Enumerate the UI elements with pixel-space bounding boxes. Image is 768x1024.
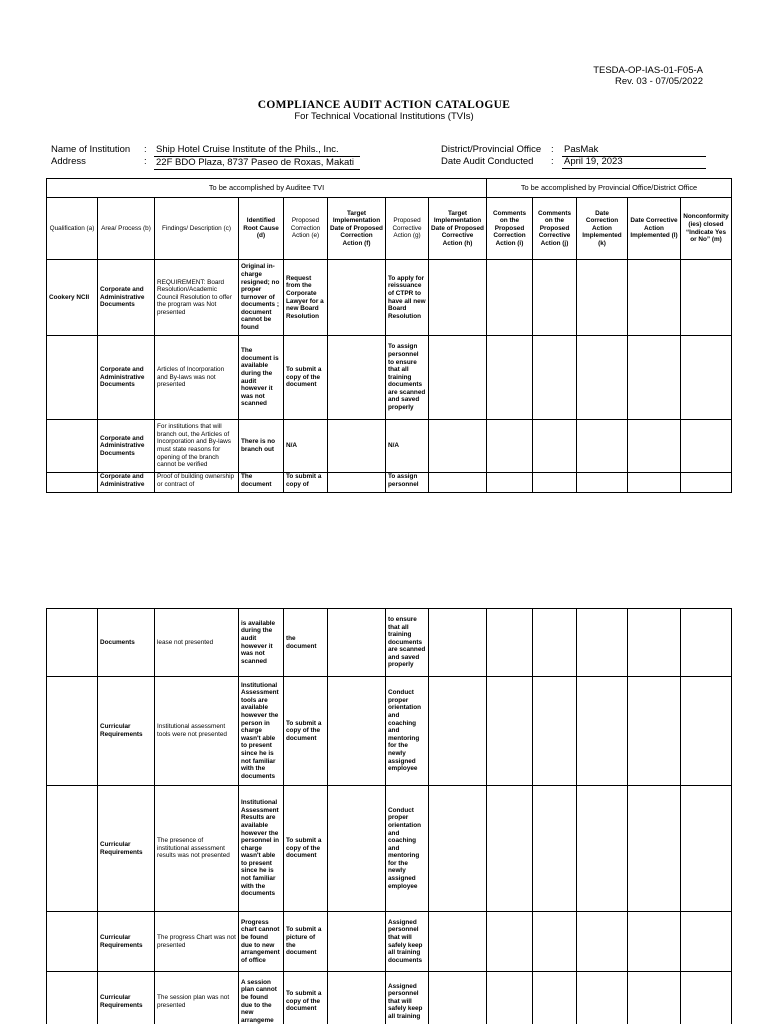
qualification-cell xyxy=(47,420,98,473)
address-label: Address xyxy=(51,156,86,167)
empty-cell xyxy=(328,786,386,912)
column-header: Identified Root Cause (d) xyxy=(239,198,284,260)
correction-cell: To submit a copy of xyxy=(284,473,328,493)
table-row xyxy=(47,473,732,493)
finding-cell: lease not presented xyxy=(155,609,239,677)
document-page-2 xyxy=(0,608,768,1024)
area-cell: Curricular Requirements xyxy=(98,912,155,972)
finding-cell: REQUIREMENT: Board Resolution/Academic Council Resolution to offer the program was Not presented xyxy=(155,260,239,336)
form-code: TESDA-OP-IAS-01-F05-A xyxy=(593,65,703,76)
empty-cell xyxy=(577,677,628,786)
empty-cell xyxy=(429,972,487,1024)
correction-cell: To submit a picture of the document xyxy=(284,912,328,972)
empty-cell xyxy=(681,473,732,493)
root-cause-cell: A session plan cannot be found due to the new arrangeme xyxy=(239,972,284,1024)
column-header: Date Corrective Action Implemented (l) xyxy=(628,198,681,260)
empty-cell xyxy=(533,677,577,786)
empty-cell xyxy=(628,609,681,677)
column-header: Proposed Corrective Action (g) xyxy=(386,198,429,260)
empty-cell xyxy=(533,336,577,420)
empty-cell xyxy=(628,336,681,420)
qualification-cell xyxy=(47,336,98,420)
column-header: Qualification (a) xyxy=(47,198,98,260)
empty-cell xyxy=(328,677,386,786)
empty-cell xyxy=(577,260,628,336)
column-header: Area/ Process (b) xyxy=(98,198,155,260)
empty-cell xyxy=(47,609,98,677)
date-value: April 19, 2023 xyxy=(562,156,706,169)
empty-cell xyxy=(429,473,487,493)
table-row xyxy=(47,972,732,1024)
empty-cell xyxy=(328,260,386,336)
finding-cell: The progress Chart was not presented xyxy=(155,912,239,972)
address-value: 22F BDO Plaza, 8737 Paseo de Roxas, Makati xyxy=(154,156,360,170)
empty-cell xyxy=(328,336,386,420)
empty-cell xyxy=(577,336,628,420)
empty-cell xyxy=(429,260,487,336)
empty-cell xyxy=(487,677,533,786)
empty-cell xyxy=(628,420,681,473)
empty-cell xyxy=(533,786,577,912)
corrective-cell: To apply for reissuance of CTPR to have all new Board Resolution xyxy=(386,260,429,336)
empty-cell xyxy=(681,677,732,786)
corrective-cell: Assigned personnel that will safely keep all training documents xyxy=(386,912,429,972)
action-catalogue-table-continued xyxy=(46,608,732,1024)
empty-cell xyxy=(681,336,732,420)
empty-cell xyxy=(681,912,732,972)
empty-cell xyxy=(628,260,681,336)
corrective-cell: N/A xyxy=(386,420,429,473)
empty-cell xyxy=(577,912,628,972)
empty-cell xyxy=(328,912,386,972)
empty-cell xyxy=(487,609,533,677)
area-cell: Curricular Requirements xyxy=(98,972,155,1024)
root-cause-cell: is available during the audit however it was not scanned xyxy=(239,609,284,677)
section-header-row xyxy=(47,179,732,198)
table-row xyxy=(47,336,732,420)
corrective-cell: to ensure that all training documents are scanned and saved properly xyxy=(386,609,429,677)
finding-cell: The presence of institutional assessment results was not presented xyxy=(155,786,239,912)
correction-cell: the document xyxy=(284,609,328,677)
empty-cell xyxy=(628,473,681,493)
colon: : xyxy=(551,156,554,167)
table-row xyxy=(47,260,732,336)
correction-cell: To submit a copy of the document xyxy=(284,677,328,786)
empty-cell xyxy=(577,609,628,677)
empty-cell xyxy=(47,972,98,1024)
empty-cell xyxy=(429,677,487,786)
empty-cell xyxy=(487,336,533,420)
column-header: Nonconformity (ies) closed “Indicate Yes or No” (m) xyxy=(681,198,732,260)
area-cell: Corporate and Administrative Documents xyxy=(98,336,155,420)
table-row xyxy=(47,609,732,677)
correction-cell: To submit a copy of the document xyxy=(284,972,328,1024)
empty-cell xyxy=(487,786,533,912)
empty-cell xyxy=(328,972,386,1024)
empty-cell xyxy=(577,420,628,473)
table-row xyxy=(47,677,732,786)
qualification-cell: Cookery NCII xyxy=(47,260,98,336)
empty-cell xyxy=(577,473,628,493)
area-cell: Curricular Requirements xyxy=(98,677,155,786)
finding-cell: Proof of building ownership or contract of xyxy=(155,473,239,493)
empty-cell xyxy=(628,912,681,972)
finding-cell: Articles of Incorporation and By-laws was not presented xyxy=(155,336,239,420)
colon: : xyxy=(144,144,147,155)
section-provincial: To be accomplished by Provincial Office/District Office xyxy=(487,179,732,198)
section-auditee: To be accomplished by Auditee TVI xyxy=(47,179,487,198)
colon: : xyxy=(551,144,554,155)
correction-cell: Request from the Corporate Lawyer for a new Board Resolution xyxy=(284,260,328,336)
area-cell: Corporate and Administrative Documents xyxy=(98,420,155,473)
empty-cell xyxy=(429,420,487,473)
empty-cell xyxy=(533,420,577,473)
empty-cell xyxy=(487,260,533,336)
corrective-cell: Conduct proper orientation and coaching and mentoring for the newly assigned employee xyxy=(386,786,429,912)
institution-info xyxy=(0,0,768,170)
empty-cell xyxy=(681,260,732,336)
empty-cell xyxy=(577,786,628,912)
empty-cell xyxy=(47,912,98,972)
corrective-cell: Assigned personnel that will safely keep all training xyxy=(386,972,429,1024)
column-header: Comments on the Proposed Correction Action (i) xyxy=(487,198,533,260)
empty-cell xyxy=(328,473,386,493)
correction-cell: N/A xyxy=(284,420,328,473)
document-subtitle: For Technical Vocational Institutions (TVIs) xyxy=(294,111,474,122)
empty-cell xyxy=(681,972,732,1024)
table-row xyxy=(47,420,732,473)
empty-cell xyxy=(533,260,577,336)
correction-cell: To submit a copy of the document xyxy=(284,786,328,912)
root-cause-cell: Institutional Assessment Results are available however the personnel in charge wasn't able to present since he is not familiar with the documents xyxy=(239,786,284,912)
root-cause-cell: The document xyxy=(239,473,284,493)
table-row xyxy=(47,786,732,912)
finding-cell: For institutions that will branch out, the Articles of Incorporation and By-laws must state reasons for opening of the branch cannot be verified xyxy=(155,420,239,473)
root-cause-cell: The document is available during the audit however it was not scanned xyxy=(239,336,284,420)
empty-cell xyxy=(628,677,681,786)
empty-cell xyxy=(47,786,98,912)
corrective-cell: Conduct proper orientation and coaching and mentoring for the newly assigned employee xyxy=(386,677,429,786)
empty-cell xyxy=(487,473,533,493)
root-cause-cell: Institutional Assessment tools are available however the person in charge wasn't able to present since he is not familiar with the documents xyxy=(239,677,284,786)
empty-cell xyxy=(681,609,732,677)
area-cell: Corporate and Administrative Documents xyxy=(98,260,155,336)
empty-cell xyxy=(47,677,98,786)
empty-cell xyxy=(533,972,577,1024)
qualification-cell xyxy=(47,473,98,493)
office-label: District/Provincial Office xyxy=(441,144,542,155)
institution-value: Ship Hotel Cruise Institute of the Phils., Inc. xyxy=(156,144,339,155)
document-title: COMPLIANCE AUDIT ACTION CATALOGUE xyxy=(257,99,511,111)
empty-cell xyxy=(533,473,577,493)
column-header: Comments on the Proposed Corrective Action (j) xyxy=(533,198,577,260)
column-header: Date Correction Action Implemented (k) xyxy=(577,198,628,260)
empty-cell xyxy=(328,420,386,473)
empty-cell xyxy=(487,420,533,473)
empty-cell xyxy=(681,420,732,473)
empty-cell xyxy=(487,972,533,1024)
table-row xyxy=(47,912,732,972)
root-cause-cell: There is no branch out xyxy=(239,420,284,473)
area-cell: Corporate and Administrative xyxy=(98,473,155,493)
page-gap xyxy=(0,555,768,608)
empty-cell xyxy=(577,972,628,1024)
empty-cell xyxy=(429,786,487,912)
empty-cell xyxy=(533,912,577,972)
column-header: Proposed Correction Action (e) xyxy=(284,198,328,260)
finding-cell: The session plan was not presented xyxy=(155,972,239,1024)
correction-cell: To submit a copy of the document xyxy=(284,336,328,420)
action-catalogue-table xyxy=(46,178,732,493)
root-cause-cell: Progress chart cannot be found due to new arrangement of office xyxy=(239,912,284,972)
area-cell: Documents xyxy=(98,609,155,677)
empty-cell xyxy=(429,609,487,677)
empty-cell xyxy=(487,912,533,972)
empty-cell xyxy=(429,336,487,420)
empty-cell xyxy=(533,609,577,677)
institution-label: Name of Institution xyxy=(51,144,131,155)
empty-cell xyxy=(429,912,487,972)
empty-cell xyxy=(628,972,681,1024)
corrective-cell: To assign personnel xyxy=(386,473,429,493)
office-value: PasMak xyxy=(562,144,706,157)
corrective-cell: To assign personnel to ensure that all training documents are scanned and saved properly xyxy=(386,336,429,420)
empty-cell xyxy=(328,609,386,677)
empty-cell xyxy=(681,786,732,912)
empty-cell xyxy=(628,786,681,912)
colon: : xyxy=(144,156,147,167)
finding-cell: Institutional assessment tools were not presented xyxy=(155,677,239,786)
area-cell: Curricular Requirements xyxy=(98,786,155,912)
date-label: Date Audit Conducted xyxy=(441,156,534,167)
column-header: Target Implementation Date of Proposed Corrective Action (h) xyxy=(429,198,487,260)
column-header: Target Implementation Date of Proposed Correction Action (f) xyxy=(328,198,386,260)
form-revision: Rev. 03 - 07/05/2022 xyxy=(614,76,703,87)
root-cause-cell: Original in-charge resigned; no proper turnover of documents ; document cannot be found xyxy=(239,260,284,336)
column-header-row xyxy=(47,198,732,260)
column-header: Findings/ Description (c) xyxy=(155,198,239,260)
